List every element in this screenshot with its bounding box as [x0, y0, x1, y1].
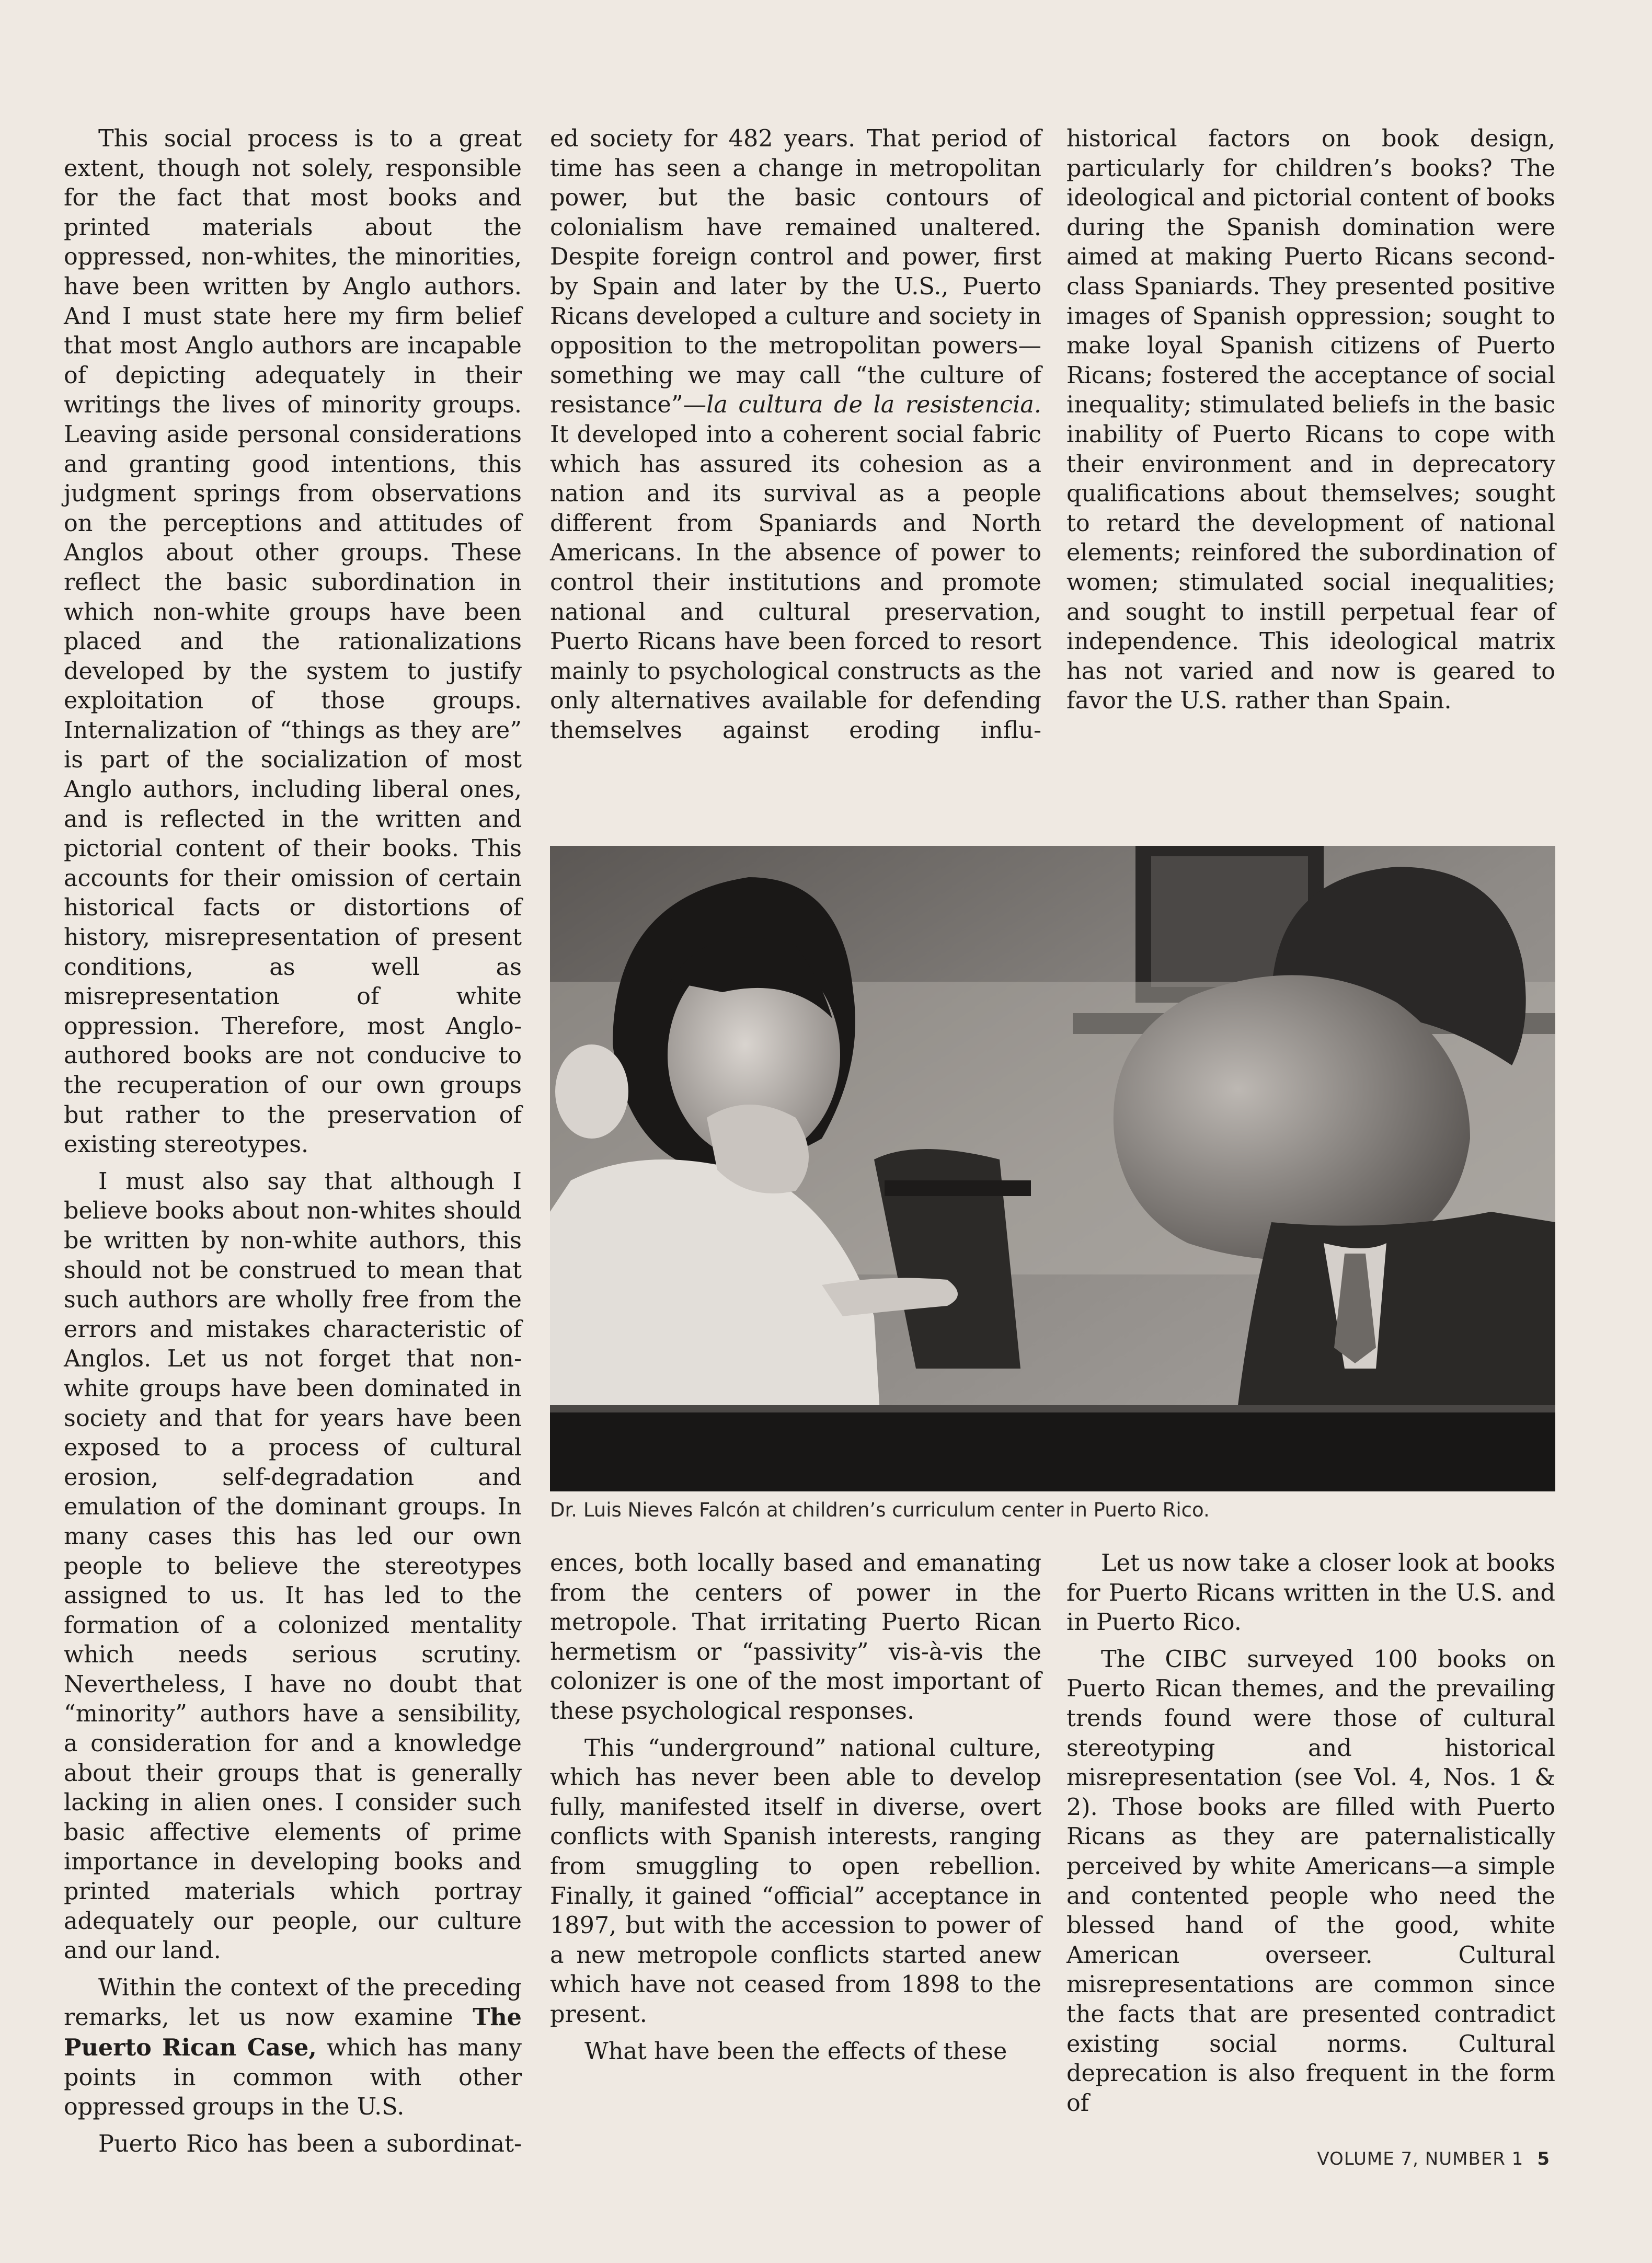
- paragraph: [550, 124, 1041, 745]
- photo-illustration: [550, 846, 1555, 1491]
- text-run: Within the context of the preceding remarks, let us now examine: [64, 1974, 522, 2031]
- paragraph: The CIBC surveyed 100 books on Puerto Rican themes, and the prevailing trends found were those of cultural stereotyping and historical misrepresentation (see Vol. 4, Nos. 1 & 2). Those books are filled with Puerto Ricans as they are paternalistically perceived by white Americans—a simple and contented people who need the blessed hand of the good, white American overseer. Cultural misrepresentations are common since the facts that are presented contradict existing social norms. Cultural deprecation is also frequent in the form of: [1066, 1646, 1555, 2117]
- paragraph: This social process is to a great extent, though not solely, responsible for the fact that most books and printed materials about the oppressed, non-whites, the minorities, have been written by Anglo authors. And I must state here my firm belief that most Anglo authors are incapable of depicting adequately in their writings the lives of minority groups. Leaving aside personal considerations and granting good intentions, this judgment springs from observations on the perceptions and attitudes of Anglos about other groups. These reflect the basic subordination in which non-white groups have been placed and the rationalizations developed by the system to justify exploitation of those groups. Internalization of “things as they are” is part of the socialization of most Anglo authors, including liberal ones, and is reflected in the written and pictorial content of their books. This accounts for their omission of certain historical facts or distortions of history, misrepresentation of present conditions, as well as misrepresentation of white oppression. Therefore, most Anglo-authored books are not conducive to the recuperation of our own groups but rather to the preservation of existing stereotypes.: [64, 125, 522, 1158]
- page-footer: [1317, 2149, 1550, 2169]
- text-run: which has many points in common with other oppressed groups in the U.S.: [64, 2035, 522, 2121]
- paragraph: [64, 1973, 522, 2122]
- article-column-right-top: [1066, 124, 1555, 723]
- article-column-middle-top: [550, 124, 1041, 753]
- article-column-left: [64, 124, 522, 2166]
- paragraph: What have been the effects of these: [584, 2038, 1007, 2065]
- italic-phrase: la cultura de la resistencia.: [706, 392, 1041, 419]
- paragraph: ences, both locally based and emanating from the centers of power in the metropole. That irritating Puerto Rican hermetism or “passivity” vis-à-vis the colonizer is one of the most important of these psychological responses.: [550, 1550, 1041, 1725]
- paragraph: I must also say that although I believe books about non-whites should be written by non-white authors, this should not be construed to mean that such authors are wholly free from the errors and mistakes characteristic of Anglos. Let us not forget that non-white groups have been dominated in society and that for years have been exposed to a process of cultural erosion, self-degradation and emulation of the dominant groups. In many cases this has led our own people to believe the stereotypes assigned to us. It has led to the formation of a colonized mentality which needs serious scrutiny. Nevertheless, I have no doubt that “minority” authors have a sensibility, a consideration for and a knowledge about their groups that is generally lacking in alien ones. I consider such basic affective elements of prime importance in developing books and printed materials which portray adequately our people, our culture and our land.: [64, 1168, 522, 1965]
- article-column-right-bottom: [1066, 1549, 1555, 2126]
- article-column-middle-bottom: [550, 1549, 1041, 2074]
- text-run: It developed into a coherent social fabric which has assured its cohesion as a nation and its survival as a people different from Spaniards and North Americans. In the absence of power to control their institutions and promote national and cultural preservation, Puerto Ricans have been forced to resort mainly to psychological constructs as the only alternatives available for defending themselves against eroding influ-: [550, 421, 1041, 744]
- page-number: 5: [1537, 2149, 1550, 2169]
- issue-label: VOLUME 7, NUMBER 1: [1317, 2149, 1524, 2169]
- paragraph: Puerto Rico has been a subordinat-: [98, 2130, 522, 2157]
- paragraph: historical factors on book design, particularly for children’s books? The ideological and pictorial content of books during the Spanish domination were aimed at making Puerto Ricans second-class Spaniards. They presented positive images of Spanish oppression; sought to make loyal Spanish citizens of Puerto Ricans; fostered the acceptance of social inequality; stimulated beliefs in the basic inability of Puerto Ricans to cope with their environment and in deprecatory qualifications about themselves; sought to retard the development of national elements; reinfored the subordination of women; stimulated social inequalities; and sought to instill perpetual fear of independence. This ideological matrix has not varied and now is geared to favor the U.S. rather than Spain.: [1066, 125, 1555, 715]
- paragraph: This “underground” national culture, which has never been able to develop fully, manifested itself in diverse, overt conflicts with Spanish interests, ranging from smuggling to open rebellion. Finally, it gained “official” acceptance in 1897, but with the accession to power of a new metropole conflicts started anew which have not ceased from 1898 to the present.: [550, 1734, 1041, 2028]
- text-run: ed society for 482 years. That period of time has seen a change in metropolitan power, but the basic contours of colonialism have remained unaltered. Despite foreign control and power, first by Spain and later by the U.S., Puerto Ricans developed a culture and society in opposition to the metropolitan powers—something we may call “the culture of resistance”—: [550, 125, 1041, 419]
- paragraph: Let us now take a closer look at books for Puerto Ricans written in the U.S. and in Puerto Rico.: [1066, 1550, 1555, 1636]
- photo-caption: Dr. Luis Nieves Falcón at children’s curriculum center in Puerto Rico.: [550, 1499, 1210, 1521]
- photograph: [550, 846, 1555, 1491]
- bold-heading-inline: The Puerto Rican Case,: [64, 2004, 522, 2061]
